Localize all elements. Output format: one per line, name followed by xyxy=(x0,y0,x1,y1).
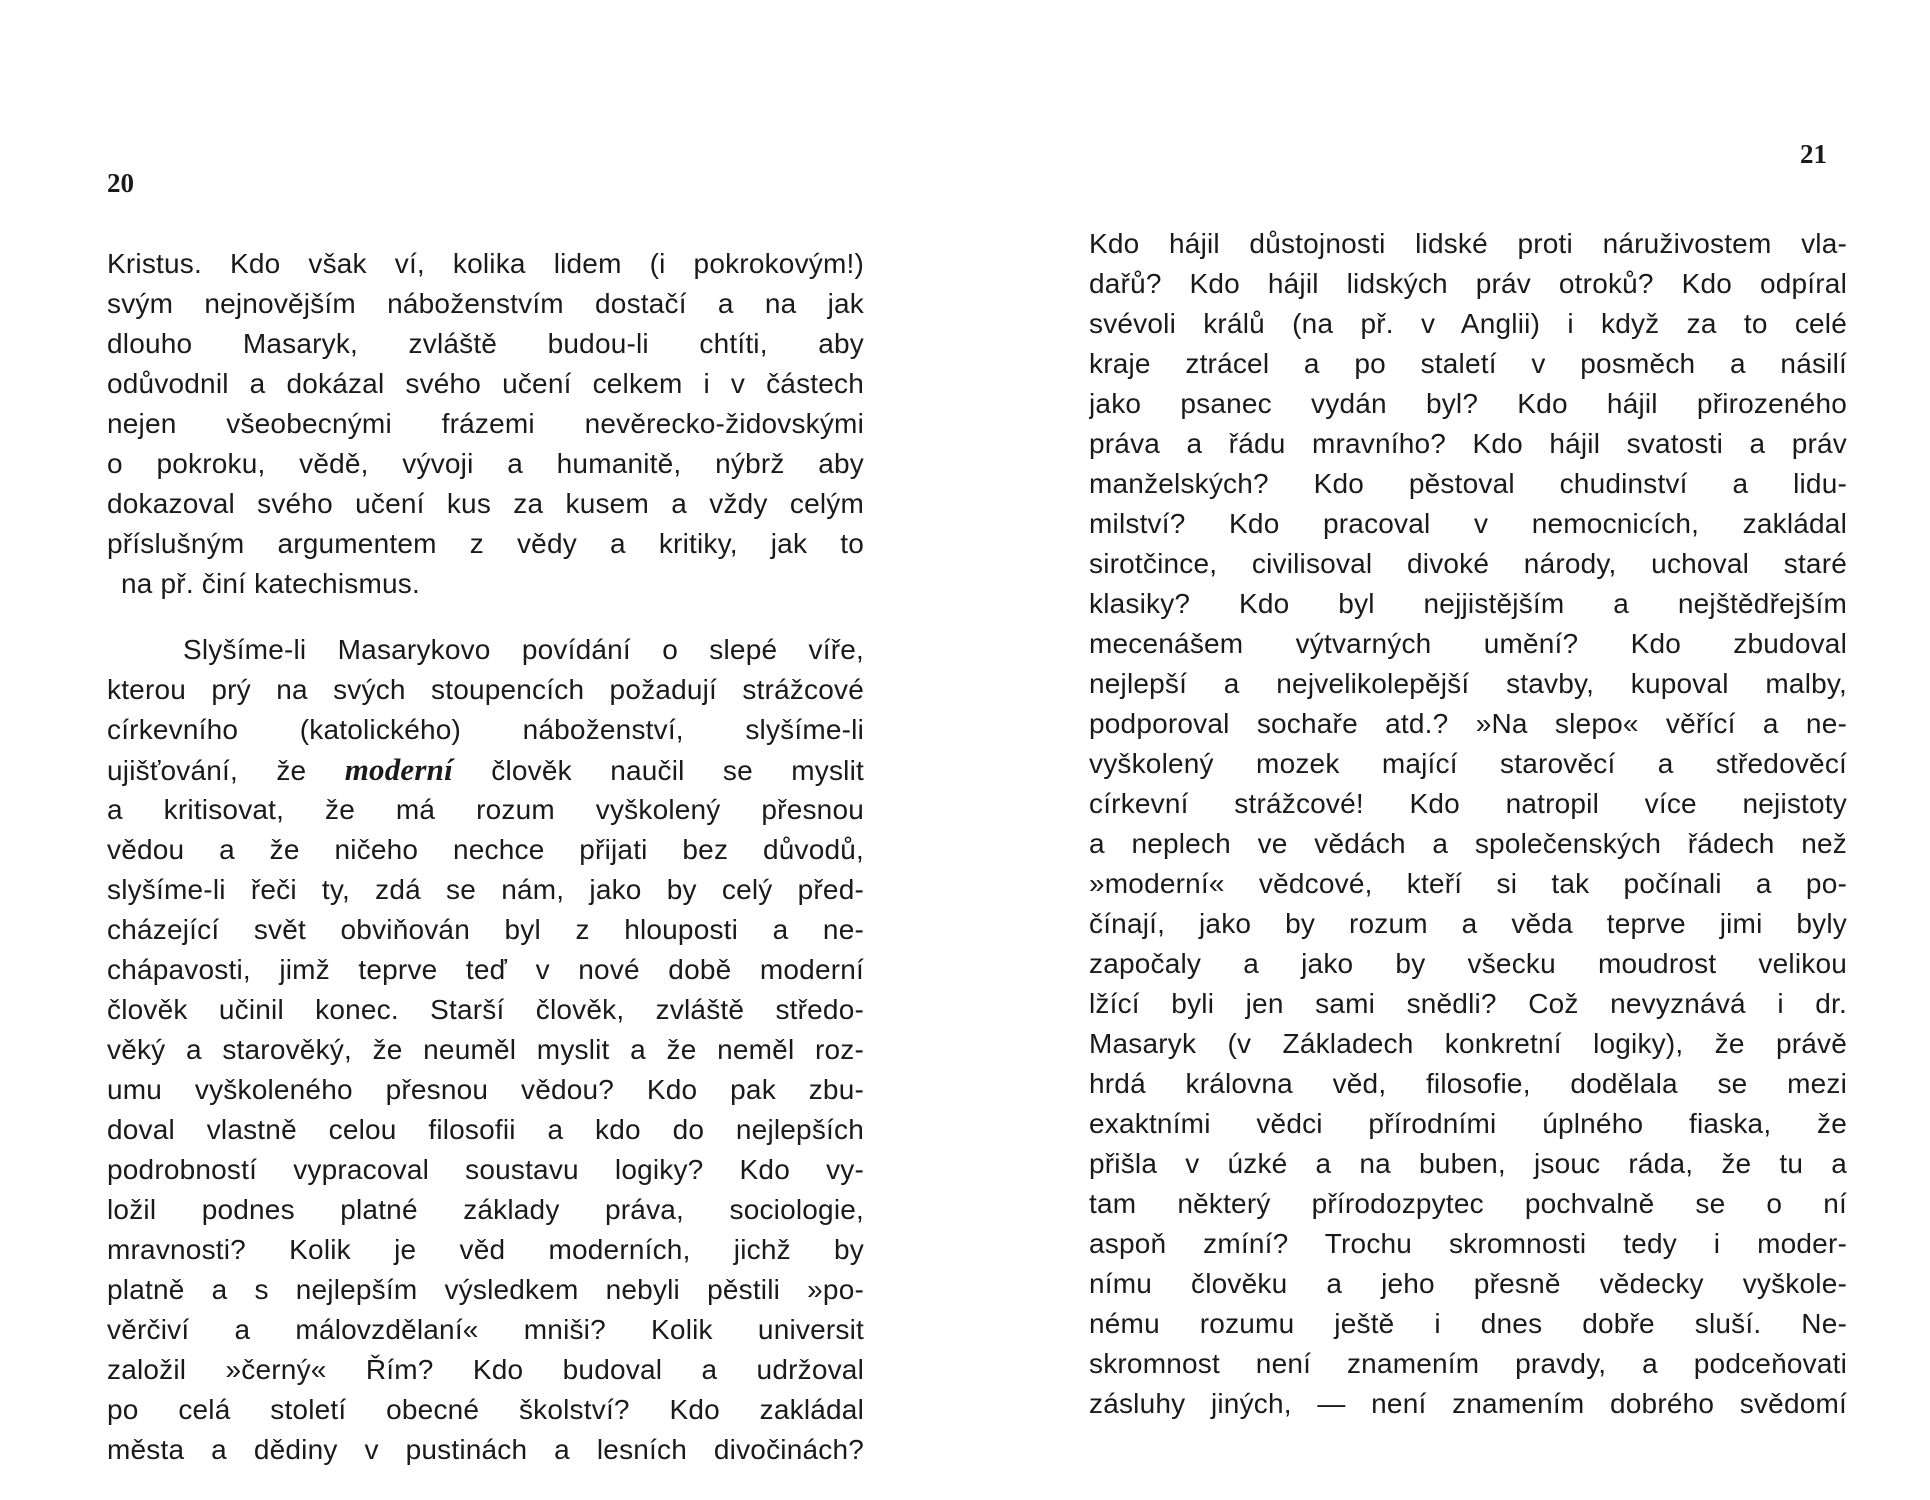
text-line: založil »černý« Řím? Kdo budoval a udržoval xyxy=(107,1354,864,1385)
text-line: a kritisovat, že má rozum vyškolený přesnou xyxy=(107,794,864,825)
text-line: na př. činí katechismus. xyxy=(121,568,420,599)
text-line: »moderní« vědcové, kteří si tak počínali a po- xyxy=(1089,868,1847,899)
text-line: věrčiví a málovzdělaní« mniši? Kolik universit xyxy=(107,1314,864,1345)
text-line: klasiky? Kdo byl nejjistějším a nejštědřejším xyxy=(1089,588,1847,619)
text-line: církevního (katolického) náboženství, slyšíme-li xyxy=(107,714,864,745)
text-line: odůvodnil a dokázal svého učení celkem i v částech xyxy=(107,368,864,399)
text-line-with-emphasis xyxy=(107,750,864,790)
right-page-text xyxy=(1089,224,1847,1424)
text-line: svým nejnovějším náboženstvím dostačí a na jak xyxy=(107,288,864,319)
text-segment: člověk naučil se myslit xyxy=(491,755,864,786)
text-line: čínají, jako by rozum a věda teprve jimi byly xyxy=(1089,908,1847,939)
text-line: nímu člověku a jeho přesně vědecky vyškole- xyxy=(1089,1268,1847,1299)
text-line: tam některý přírodozpytec pochvalně se o ní xyxy=(1089,1188,1847,1219)
text-segment: ujišťování, že xyxy=(107,755,307,786)
text-line: slyšíme-li řeči ty, zdá se nám, jako by celý před- xyxy=(107,874,864,905)
text-line: platně a s nejlepším výsledkem nebyli pěstili »po- xyxy=(107,1274,864,1305)
text-line: umu vyškoleného přesnou vědou? Kdo pak zbu- xyxy=(107,1074,864,1105)
text-line: mecenášem výtvarných umění? Kdo zbudoval xyxy=(1089,628,1847,659)
text-line: podrobností vypracoval soustavu logiky? Kdo vy- xyxy=(107,1154,864,1185)
text-line: kraje ztrácel a po staletí v posměch a násilí xyxy=(1089,348,1847,379)
page-number-right: 21 xyxy=(1800,139,1827,169)
text-line: církevní strážcové! Kdo natropil více nejistoty xyxy=(1089,788,1847,819)
text-line: Kristus. Kdo však ví, kolika lidem (i pokrokovým!) xyxy=(107,248,864,279)
text-line: hrdá královna věd, filosofie, dodělala se mezi xyxy=(1089,1068,1847,1099)
text-line: skromnost není znamením pravdy, a podceňovati xyxy=(1089,1348,1847,1379)
text-line: věký a starověký, že neuměl myslit a že neměl roz- xyxy=(107,1034,864,1065)
text-line: dokazoval svého učení kus za kusem a vždy celým xyxy=(107,488,864,519)
text-line: a neplech ve vědách a společenských řádech než xyxy=(1089,828,1847,859)
text-line: započaly a jako by všecku moudrost velikou xyxy=(1089,948,1847,979)
text-line: kterou prý na svých stoupencích požadují strážcové xyxy=(107,674,864,705)
text-line: exaktními vědci přírodními úplného fiaska, že xyxy=(1089,1108,1847,1139)
text-line: práva a řádu mravního? Kdo hájil svatosti a práv xyxy=(1089,428,1847,459)
text-line: mravnosti? Kolik je věd moderních, jichž by xyxy=(107,1234,864,1265)
text-line: svévoli králů (na př. v Anglii) i když za to celé xyxy=(1089,308,1847,339)
text-line: vyškolený mozek mající starověcí a středověcí xyxy=(1089,748,1847,779)
text-line: podporoval sochaře atd.? »Na slepo« věřící a ne- xyxy=(1089,708,1847,739)
text-line: milství? Kdo pracoval v nemocnicích, zakládal xyxy=(1089,508,1847,539)
page-number-left: 20 xyxy=(107,168,134,198)
text-line: po celá století obecné školství? Kdo zakládal xyxy=(107,1394,864,1425)
text-line: manželských? Kdo pěstoval chudinství a lidu- xyxy=(1089,468,1847,499)
text-line: dlouho Masaryk, zvláště budou-li chtíti, aby xyxy=(107,328,864,359)
text-line: vědou a že ničeho nechce přijati bez důvodů, xyxy=(107,834,864,865)
text-line: města a dědiny v pustinách a lesních divočinách? xyxy=(107,1434,864,1465)
text-line: Kdo hájil důstojnosti lidské proti náruživostem vla- xyxy=(1089,228,1847,259)
text-line: chápavosti, jimž teprve teď v nové době moderní xyxy=(107,954,864,985)
text-line: doval vlastně celou filosofii a kdo do nejlepších xyxy=(107,1114,864,1145)
text-line: nejen všeobecnými frázemi nevěrecko-židovskými xyxy=(107,408,864,439)
emphasized-word: moderní xyxy=(344,752,453,787)
text-line: ložil podnes platné základy práva, sociologie, xyxy=(107,1194,864,1225)
text-line: o pokroku, vědě, vývoji a humanitě, nýbrž aby xyxy=(107,448,864,479)
text-line: člověk učinil konec. Starší člověk, zvláště středo- xyxy=(107,994,864,1025)
text-line: cházející svět obviňován byl z hlouposti a ne- xyxy=(107,914,864,945)
text-line: zásluhy jiných, — není znamením dobrého svědomí xyxy=(1089,1388,1847,1419)
paragraph-start-line: Slyšíme-li Masarykovo povídání o slepé víře, xyxy=(183,634,864,665)
text-line: přišla v úzké a na buben, jsouc ráda, že tu a xyxy=(1089,1148,1847,1179)
text-line: aspoň zmíní? Trochu skromnosti tedy i moder- xyxy=(1089,1228,1847,1259)
text-line: lžící byli jen sami snědli? Což nevyznává i dr. xyxy=(1089,988,1847,1019)
text-line: Masaryk (v Základech konkretní logiky), že právě xyxy=(1089,1028,1847,1059)
text-line: nejlepší a nejvelikolepější stavby, kupoval malby, xyxy=(1089,668,1847,699)
text-line: sirotčince, civilisoval divoké národy, uchoval staré xyxy=(1089,548,1847,579)
right-page xyxy=(965,0,1930,1500)
text-line: dařů? Kdo hájil lidských práv otroků? Kdo odpíral xyxy=(1089,268,1847,299)
text-line: příslušným argumentem z vědy a kritiky, jak to xyxy=(107,528,864,559)
text-line: jako psanec vydán byl? Kdo hájil přirozeného xyxy=(1089,388,1847,419)
left-page-text xyxy=(107,244,864,1470)
text-line: nému rozumu ještě i dnes dobře sluší. Ne- xyxy=(1089,1308,1847,1339)
